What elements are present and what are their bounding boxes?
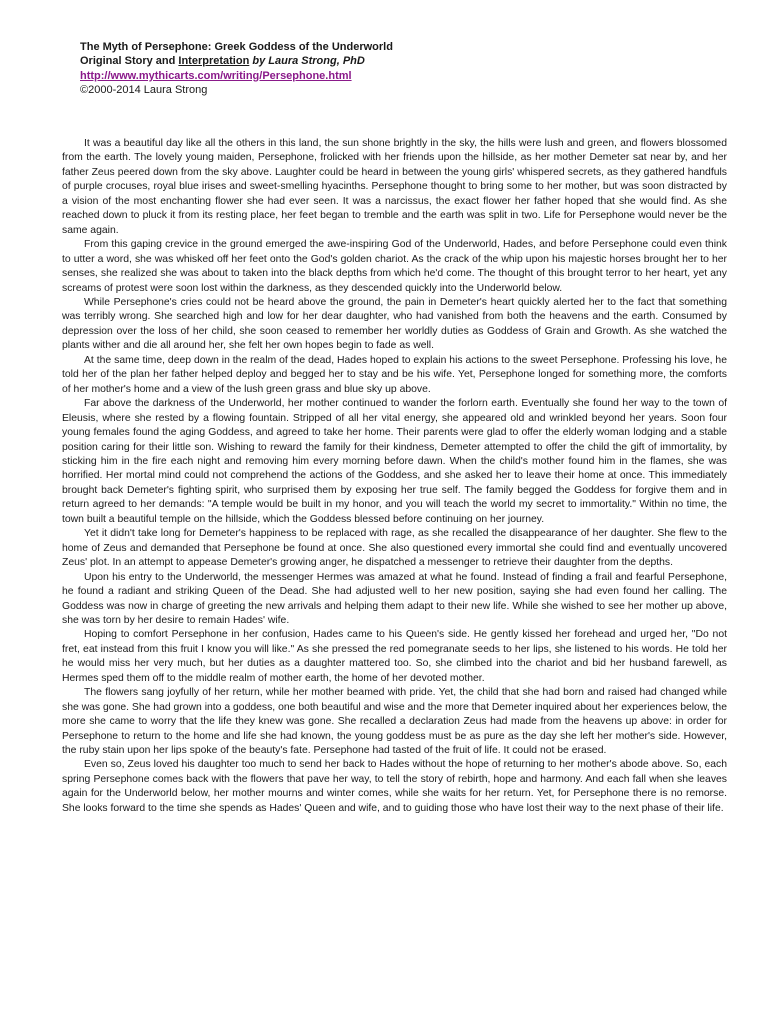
document-title: The Myth of Persephone: Greek Goddess of the Underworld (80, 41, 393, 53)
story-paragraph-6: Yet it didn't take long for Demeter's happiness to be replaced with rage, as she recalled the disappearance of her daughter. She flew to the home of Zeus and demanded that Persephone be found at once. She also questioned every immortal she could find and eventually uncovered Zeus' plot. In an attempt to appease Demeter's growing anger, he dispatched a messenger to retrieve their daughter from the depths. (62, 528, 727, 569)
author-line: by Laura Strong, PhD (249, 55, 365, 68)
story-paragraph-7: Upon his entry to the Underworld, the messenger Hermes was amazed at what he found. Instead of finding a frail and fearful Persephone, he found a radiant and striking Queen of the Dead. She had adjusted well to her new position, saying she had even found her calling. The Goddess was now in charge of greeting the new arrivals and helping them adapt to their new life. While she wished to see her mother up above, she was torn by her desire to remain Hades' wife. (62, 571, 727, 626)
story-paragraph-2: From this gaping crevice in the ground emerged the awe-inspiring God of the Underworld, Hades, and before Persephone could even think to utter a word, she was whisked off her feet onto the God's golden chariot. As the crack of the whip upon his majestic horses brought her to her senses, she realized she was about to taken into the black depths from which he'd come. The thought of this brought terror to her heart, yet any screams of protest were soon lost within the darkness, as they descended quickly into the Underworld below. (62, 239, 727, 294)
story-paragraph-10: Even so, Zeus loved his daughter too much to send her back to Hades without the hope of returning to her mother's abode above. So, each spring Persephone comes back with the flowers that pave her way, to tell the story of rebirth, hope and harmony. And each fall when she leaves again for the Underworld below, her mother mourns and winter comes, while she waits for her return. Yet, for Persephone there is no remorse. She looks forward to the time she spends as Hades' Queen and wife, and to guiding those who have lost their way to the next phase of their life. (62, 759, 727, 814)
story-paragraph-5: Far above the darkness of the Underworld, her mother continued to wander the forlorn earth. Eventually she found her way to the town of Eleusis, where she rested by a flowing fountain. Stripped of all her vital energy, she appeared old and wrinkled beyond her years. Soon four young females found the aging Goddess, and agreed to take her home. Their parents were glad to offer the elderly woman lodging and a stable position caring for their little son. Wishing to reward the family for their kindness, Demeter attempted to offer the child the gift of immortality, by sticking him in the fire each night and removing him every morning before dawn. When the child's mother found him in the flames, she was horrified. Her mortal mind could not comprehend the actions of the Goddess, and she asked her to leave their home at once. This immediately brought back Demeter's fighting spirit, who surprised them by exposing her true self. The family begged the Goddess for forgive them and in return agreed to her demands: "A temple would be built in my honor, and you will teach the world my secret to immortality." Within no time, the town built a beautiful temple on the hillside, which the Goddess blessed before continuing on her journey. (62, 398, 727, 525)
document-header (80, 40, 700, 97)
story-paragraph-8: Hoping to comfort Persephone in her confusion, Hades came to his Queen's side. He gently kissed her forehead and urged her, "Do not fret, eat instead from this fruit I know you will like." As she pressed the red pomegranate seeds to her lips, she listened to his words. He told her he would miss her very much, but her duties as a daughter mattered too. So, she climbed into the chariot and bid her husband farewell, as Hermes sped them off to the middle realm of mother earth, the home of her devoted mother. (62, 629, 727, 684)
document-subtitle (80, 54, 700, 68)
subtitle-interpretation: Interpretation (178, 55, 250, 68)
story-paragraph-3: While Persephone's cries could not be heard above the ground, the pain in Demeter's heart quickly alerted her to the fact that something was terribly wrong. She searched high and low for her dear daughter, who had vanished from both the heavens and the earth. Consumed by depression over the loss of her child, she soon ceased to remember her worldly duties as Goddess of Grain and Growth. As she watched the plants wither and die all around her, she felt her own hopes begin to fade as well. (62, 296, 727, 352)
subtitle-prefix: Original Story and (80, 55, 179, 68)
story-paragraph-9: The flowers sang joyfully of her return, while her mother beamed with pride. Yet, the child that she had born and raised had changed while she was gone. She had grown into a goddess, one both beautiful and wise and the more that Demeter inquired about her experiences below, the more she came to worry that the life they knew was gone. She recalled a declaration Zeus had made from the heavens up above: in order for Persephone to return to the home and life she had known, the young goddess must be as pure as the day she left her mother's side. However, the ruby stain upon her lips spoke of the beauty's fate. Persephone had tasted of the fruit of life. It could not be erased. (62, 687, 727, 757)
source-url-link[interactable]: http://www.mythicarts.com/writing/Persephone.html (80, 69, 352, 82)
story-body (62, 137, 727, 816)
copyright-notice: ©2000-2014 Laura Strong (80, 83, 208, 96)
story-paragraph-1: It was a beautiful day like all the others in this land, the sun shone brightly in the sky, the hills were lush and green, and flowers blossomed from the earth. The lovely young maiden, Persephone, frolicked with her friends upon the hillside, as her mother Demeter sat near by, and her father Zeus peered down from the sky above. Laughter could be heard in between the young girls' whispered secrets, as they gathered handfuls of purple crocuses, royal blue irises and sweet-smelling hyacinths. Persephone thought to bring some to her mother, but was soon distracted by a vision of the most enchanting flower she had ever seen. It was a narcissus, the exact flower her father hoped that she would find. As she reached down to pluck it from its resting place, her feet began to tremble and the earth was split in two. Life for Persephone would never be the same again. (62, 138, 727, 236)
story-paragraph-4: At the same time, deep down in the realm of the dead, Hades hoped to explain his actions to the sweet Persephone. Professing his love, he told her of the plan her father helped deploy and begged her to stay and be his wife. Yet, Persephone longed for something more, the comforts of her mother's home and a view of the lush green grass and blue sky up above. (62, 354, 727, 395)
